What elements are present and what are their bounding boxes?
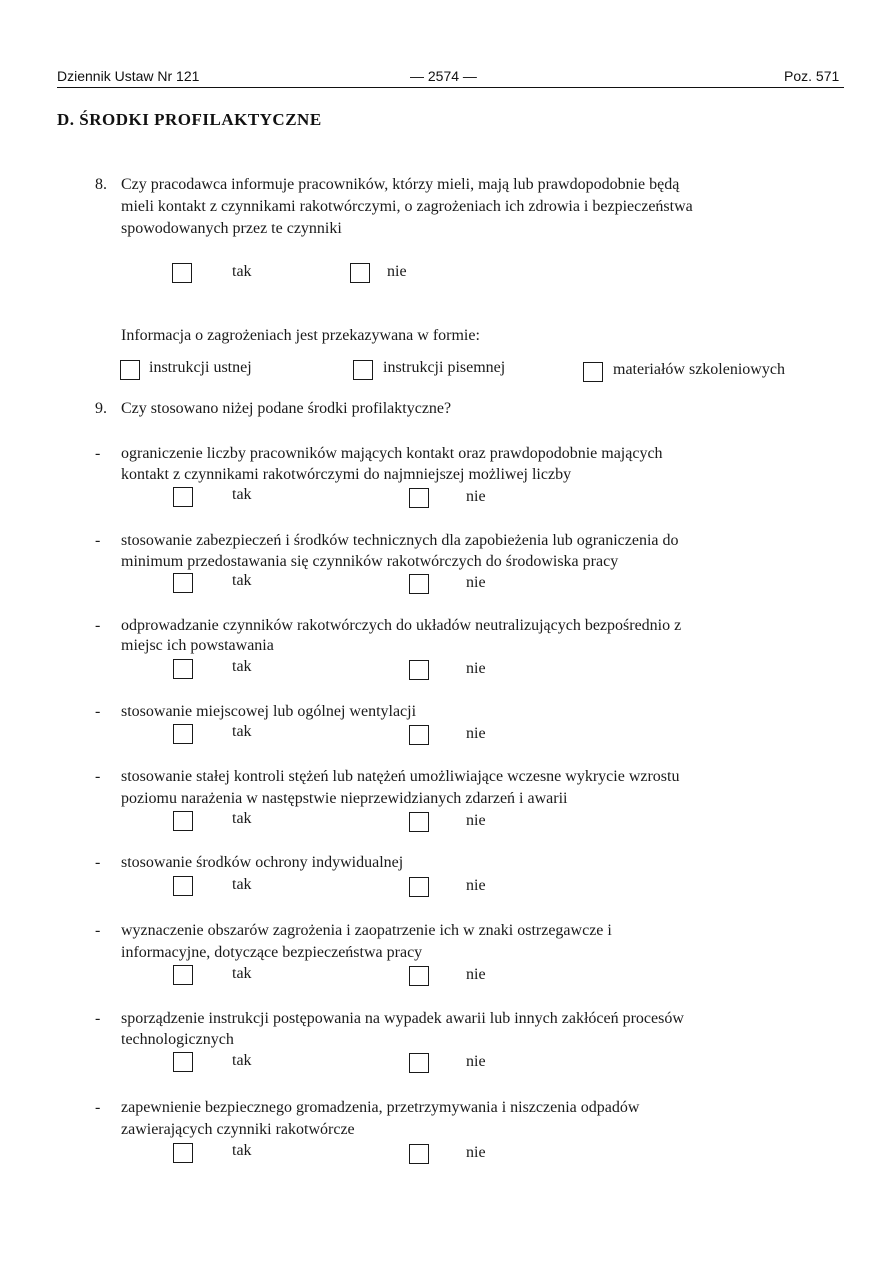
item-9-no-label: nie <box>466 1144 486 1161</box>
form-training-label: materiałów szkoleniowych <box>613 361 785 378</box>
item-4-line1: stosowanie miejscowej lub ogólnej wentylacji <box>121 703 417 720</box>
q8-yes-checkbox[interactable] <box>172 263 192 283</box>
item-5-yes-checkbox[interactable] <box>173 811 193 831</box>
page-number: — 2574 — <box>410 68 477 84</box>
item-9-yes-label: tak <box>232 1142 252 1159</box>
item-2-no-checkbox[interactable] <box>409 574 429 594</box>
item-bullet: - <box>95 445 101 462</box>
item-bullet: - <box>95 617 101 634</box>
item-9-yes-checkbox[interactable] <box>173 1143 193 1163</box>
item-6-no-checkbox[interactable] <box>409 877 429 897</box>
item-8-line1: sporządzenie instrukcji postępowania na wypadek awarii lub innych zakłóceń procesów <box>121 1010 684 1027</box>
form-written-label: instrukcji pisemnej <box>383 359 506 376</box>
item-3-no-checkbox[interactable] <box>409 660 429 680</box>
item-8-no-checkbox[interactable] <box>409 1053 429 1073</box>
item-3-line1: odprowadzanie czynników rakotwórczych do układów neutralizujących bezpośrednio z <box>121 617 682 634</box>
item-4-no-label: nie <box>466 725 486 742</box>
form-oral-checkbox[interactable] <box>120 360 140 380</box>
item-2-line1: stosowanie zabezpieczeń i środków technicznych dla zapobieżenia lub ograniczenia do <box>121 532 679 549</box>
item-8-no-label: nie <box>466 1053 486 1070</box>
item-5-no-label: nie <box>466 812 486 829</box>
item-5-line2: poziomu narażenia w następstwie nieprzewidzianych zdarzeń i awarii <box>121 790 568 807</box>
item-4-no-checkbox[interactable] <box>409 725 429 745</box>
item-8-line2: technologicznych <box>121 1031 234 1048</box>
q9-text: Czy stosowano niżej podane środki profilaktyczne? <box>121 400 452 417</box>
item-3-yes-checkbox[interactable] <box>173 659 193 679</box>
item-bullet: - <box>95 922 101 939</box>
item-4-yes-label: tak <box>232 723 252 740</box>
item-8-yes-label: tak <box>232 1052 252 1069</box>
item-6-no-label: nie <box>466 877 486 894</box>
item-6-yes-label: tak <box>232 876 252 893</box>
item-1-yes-checkbox[interactable] <box>173 487 193 507</box>
item-5-line1: stosowanie stałej kontroli stężeń lub natężeń umożliwiające wczesne wykrycie wzrostu <box>121 768 680 785</box>
q8-no-checkbox[interactable] <box>350 263 370 283</box>
item-7-line1: wyznaczenie obszarów zagrożenia i zaopatrzenie ich w znaki ostrzegawcze i <box>121 922 612 939</box>
item-bullet: - <box>95 1099 101 1116</box>
item-bullet: - <box>95 532 101 549</box>
q8-text-line3: spowodowanych przez te czynniki <box>121 220 342 237</box>
item-7-line2: informacyjne, dotyczące bezpieczeństwa pracy <box>121 944 423 961</box>
item-2-yes-checkbox[interactable] <box>173 573 193 593</box>
q8-number: 8. <box>95 176 107 193</box>
item-1-no-label: nie <box>466 488 486 505</box>
item-2-no-label: nie <box>466 574 486 591</box>
item-1-line1: ograniczenie liczby pracowników mających kontakt oraz prawdopodobnie mających <box>121 445 663 462</box>
item-7-yes-checkbox[interactable] <box>173 965 193 985</box>
q8-yes-label: tak <box>232 263 252 280</box>
item-bullet: - <box>95 1010 101 1027</box>
q8-form-label: Informacja o zagrożeniach jest przekazywana w formie: <box>121 327 480 344</box>
position-number: Poz. 571 <box>784 68 840 84</box>
q8-text-line1: Czy pracodawca informuje pracowników, którzy mieli, mają lub prawdopodobnie będą <box>121 176 680 193</box>
item-3-no-label: nie <box>466 660 486 677</box>
item-9-line1: zapewnienie bezpiecznego gromadzenia, przetrzymywania i niszczenia odpadów <box>121 1099 640 1116</box>
item-bullet: - <box>95 703 101 720</box>
journal-title: Dziennik Ustaw Nr 121 <box>57 68 200 84</box>
item-7-no-checkbox[interactable] <box>409 966 429 986</box>
item-7-yes-label: tak <box>232 965 252 982</box>
item-2-yes-label: tak <box>232 572 252 589</box>
item-8-yes-checkbox[interactable] <box>173 1052 193 1072</box>
q8-no-label: nie <box>387 263 407 280</box>
section-title: D. ŚRODKI PROFILAKTYCZNE <box>57 110 322 129</box>
item-1-no-checkbox[interactable] <box>409 488 429 508</box>
q8-text-line2: mieli kontakt z czynnikami rakotwórczymi, o zagrożeniach ich zdrowia i bezpieczeństwa <box>121 198 693 215</box>
item-6-line1: stosowanie środków ochrony indywidualnej <box>121 854 404 871</box>
header-rule <box>57 87 844 88</box>
item-3-line2: miejsc ich powstawania <box>121 637 274 654</box>
q9-number: 9. <box>95 400 107 417</box>
form-written-checkbox[interactable] <box>353 360 373 380</box>
item-7-no-label: nie <box>466 966 486 983</box>
item-9-no-checkbox[interactable] <box>409 1144 429 1164</box>
item-6-yes-checkbox[interactable] <box>173 876 193 896</box>
form-training-checkbox[interactable] <box>583 362 603 382</box>
item-1-yes-label: tak <box>232 486 252 503</box>
item-bullet: - <box>95 854 101 871</box>
item-1-line2: kontakt z czynnikami rakotwórczymi do najmniejszej możliwej liczby <box>121 466 572 483</box>
item-9-line2: zawierających czynniki rakotwórcze <box>121 1121 355 1138</box>
item-4-yes-checkbox[interactable] <box>173 724 193 744</box>
item-bullet: - <box>95 768 101 785</box>
item-3-yes-label: tak <box>232 658 252 675</box>
form-oral-label: instrukcji ustnej <box>149 359 252 376</box>
item-2-line2: minimum przedostawania się czynników rakotwórczych do środowiska pracy <box>121 553 619 570</box>
item-5-no-checkbox[interactable] <box>409 812 429 832</box>
item-5-yes-label: tak <box>232 810 252 827</box>
